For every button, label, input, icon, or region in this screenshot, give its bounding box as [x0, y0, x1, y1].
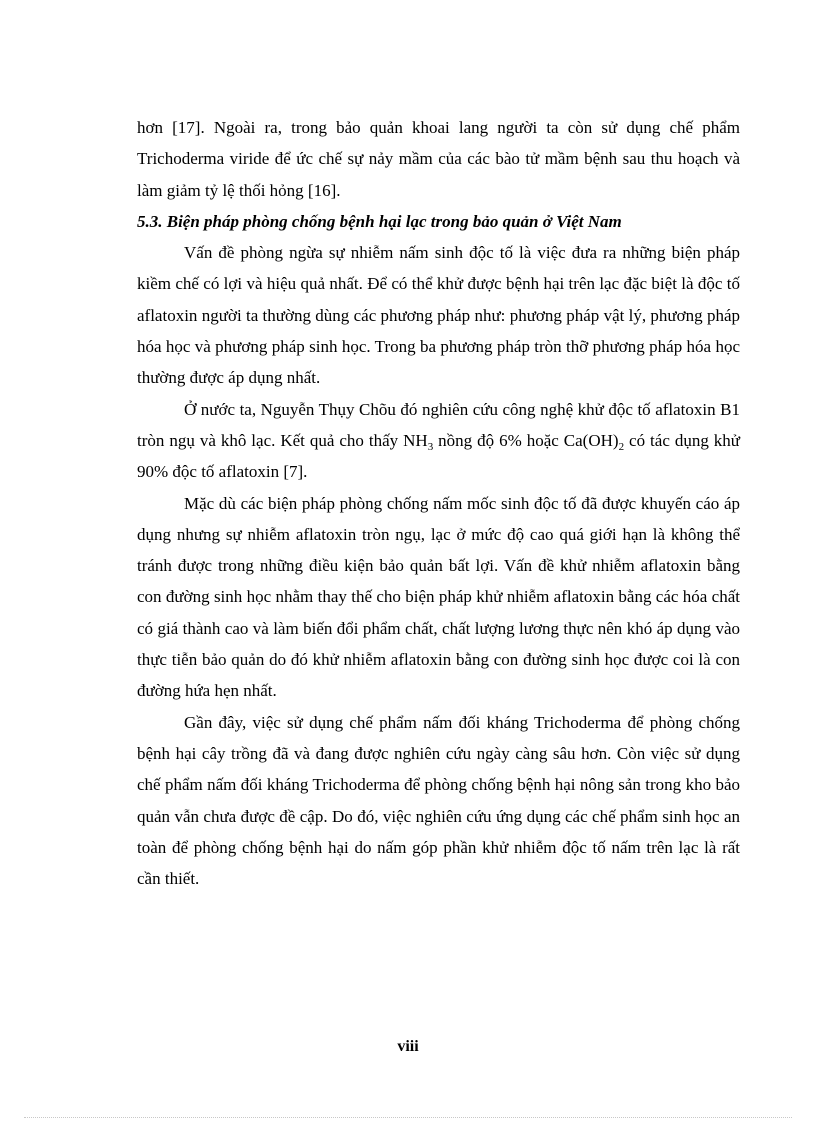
paragraph-2-text-3: có tác dụng khử 90% độc tố aflatoxin [7].: [137, 430, 741, 482]
paragraph-2: [137, 394, 740, 488]
intro-paragraph: hơn [17]. Ngoài ra, trong bảo quản khoai lang người ta còn sử dụng chế phẩm Trichoderma viride để ức chế sự nảy mầm của các bào tử mầm bệnh sau thu hoạch và làm giảm tỷ lệ thối hỏng [16].: [137, 118, 740, 200]
paragraph-3: Mặc dù các biện pháp phòng chống nấm mốc sinh độc tố đã được khuyến cáo áp dụng nhưng sự nhiễm aflatoxin tròn ngụ, lạc ở mức độ cao quá giới hạn là không thể tránh được trong những điều kiện bảo quản bất lợi. Vấn đề khử nhiễm aflatoxin bằng con đường sinh học nhằm thay thế cho biện pháp khử nhiễm aflatoxin bằng các hóa chất có giá thành cao và làm biến đổi phẩm chất, chất lượng lương thực nên khó áp dụng vào thực tiễn bảo quản do đó khử nhiễm aflatoxin bằng con đường sinh học được coi là con đường hứa hẹn nhất.: [137, 493, 740, 701]
paragraph-2-text-1: Ở nước ta, Nguyễn Thụy Chõu đó nghiên cứu công nghệ khử độc tố aflatoxin B1 tròn ngụ và khô lạc. Kết quả cho thấy NH: [137, 399, 740, 450]
page-number: viii: [397, 1038, 419, 1055]
paragraph-1: Vấn đề phòng ngừa sự nhiễm nấm sinh độc tố là việc đưa ra những biện pháp kiềm chế có lợi và hiệu quả nhất. Để có thể khử được bệnh hại trên lạc đặc biệt là độc tố aflatoxin người ta thường dùng các phương pháp như: phương pháp vật lý, phương pháp hóa học và phương pháp sinh học. Trong ba phương pháp tròn thỡ phương pháp hóa học thường được áp dụng nhất.: [137, 243, 740, 388]
subscript-2: 2: [618, 440, 625, 453]
subscript-3: 3: [427, 440, 434, 453]
page-bottom-rule: [24, 1117, 792, 1118]
paragraph-4: Gần đây, việc sử dụng chế phẩm nấm đối kháng Trichoderma để phòng chống bệnh hại cây trồng đã và đang được nghiên cứu ngày càng sâu hơn. Còn việc sử dụng chế phẩm nấm đối kháng Trichoderma để phòng chống bệnh hại nông sản trong kho bảo quản vẫn chưa được đề cập. Do đó, việc nghiên cứu ứng dụng các chế phẩm sinh học an toàn để phòng chống bệnh hại do nấm góp phần khử nhiễm độc tố nấm trên lạc là rất cần thiết.: [137, 712, 740, 889]
section-heading: 5.3. Biện pháp phòng chống bệnh hại lạc trong bảo quản ở Việt Nam: [137, 211, 622, 231]
document-body: [137, 112, 740, 894]
paragraph-2-text-2: nồng độ 6% hoặc Ca(OH): [433, 430, 619, 450]
